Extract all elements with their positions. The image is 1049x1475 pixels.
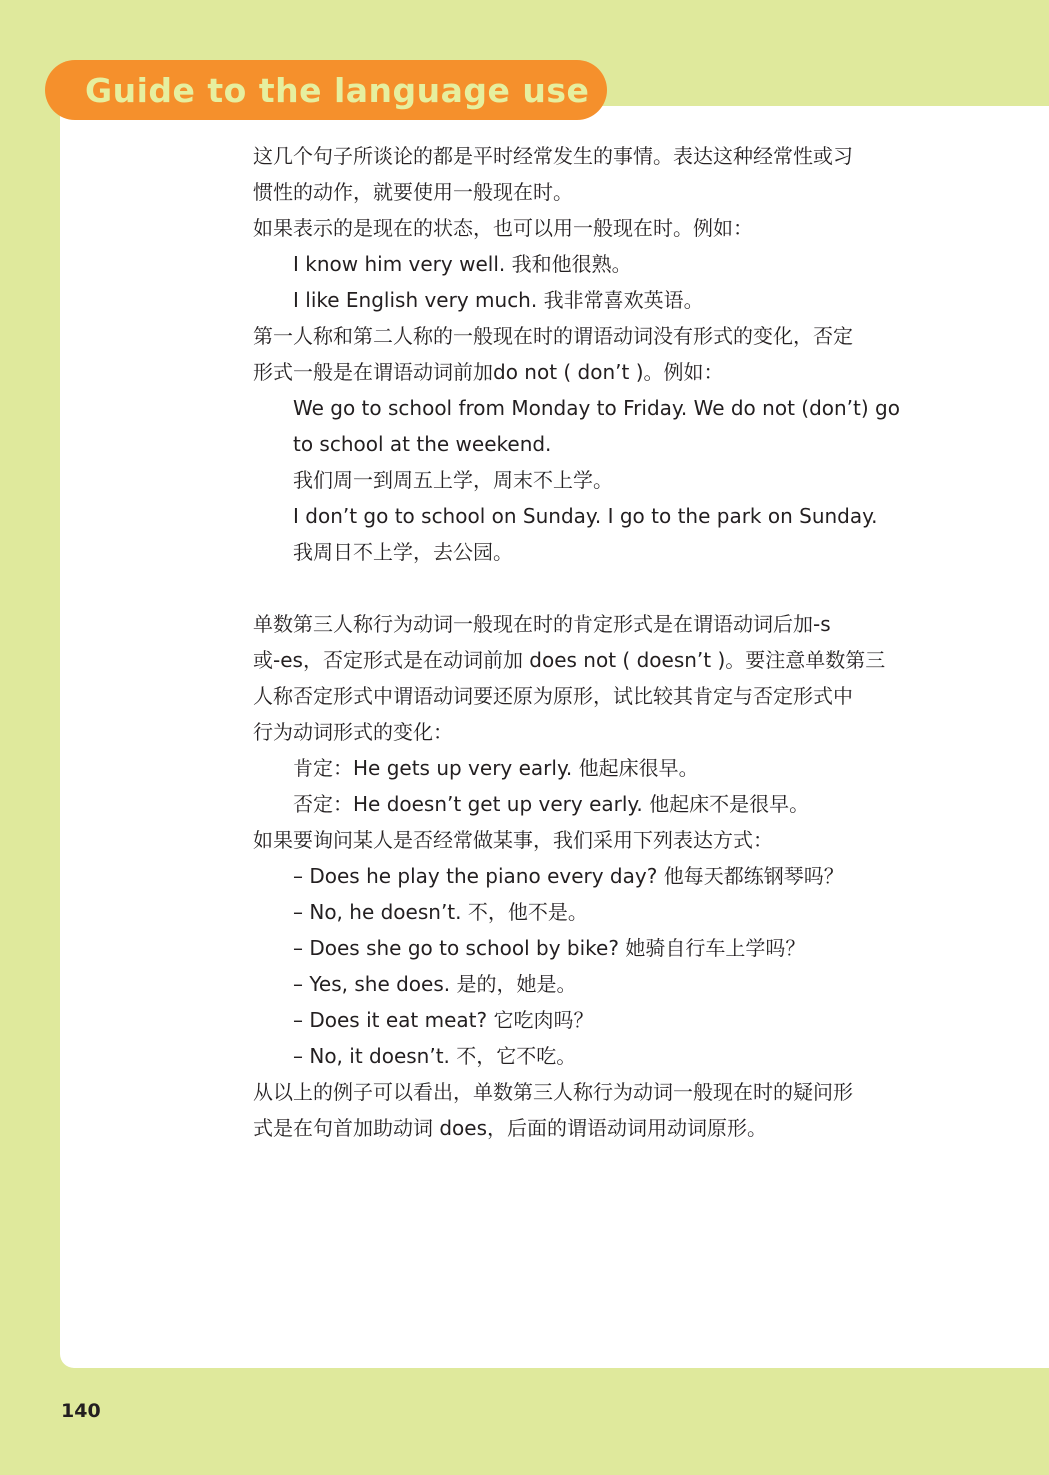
text-line: 如果表示的是现在的状态，也可以用一般现在时。例如： <box>253 216 753 240</box>
text-line: 惯性的动作，就要使用一般现在时。 <box>253 180 573 204</box>
example-line: 我们周一到周五上学，周末不上学。 <box>293 468 613 492</box>
text-line: 人称否定形式中谓语动词要还原为原形，试比较其肯定与否定形式中 <box>253 684 853 708</box>
text-line: 单数第三人称行为动词一般现在时的肯定形式是在谓语动词后加-s <box>253 612 831 636</box>
section-banner <box>45 60 607 120</box>
text-line: 从以上的例子可以看出，单数第三人称行为动词一般现在时的疑问形 <box>253 1080 853 1104</box>
text-line: 式是在句首加助动词 does，后面的谓语动词用动词原形。 <box>253 1116 768 1140</box>
text-line: 或-es，否定形式是在动词前加 does not ( doesn’t )。要注意单数第三 <box>253 648 886 672</box>
paragraph-gap <box>253 570 933 606</box>
text-line: 如果要询问某人是否经常做某事，我们采用下列表达方式： <box>253 828 773 852</box>
dialogue-line: – Does it eat meat? 它吃肉吗？ <box>293 1008 594 1032</box>
example-line: 否定：He doesn’t get up very early. 他起床不是很早。 <box>293 792 810 816</box>
dialogue-line: – No, it doesn’t. 不，它不吃。 <box>293 1044 577 1068</box>
example-line: I don’t go to school on Sunday. I go to the park on Sunday. <box>293 504 878 528</box>
text-line: 这几个句子所谈论的都是平时经常发生的事情。表达这种经常性或习 <box>253 144 853 168</box>
dialogue-line: – Does she go to school by bike? 她骑自行车上学吗？ <box>293 936 806 960</box>
example-line: I know him very well. 我和他很熟。 <box>293 252 632 276</box>
example-line: to school at the weekend. <box>293 432 552 456</box>
text-line: 行为动词形式的变化： <box>253 720 453 744</box>
dialogue-line: – No, he doesn’t. 不，他不是。 <box>293 900 588 924</box>
dialogue-line: – Yes, she does. 是的，她是。 <box>293 972 577 996</box>
example-line: 肯定：He gets up very early. 他起床很早。 <box>293 756 699 780</box>
body-text <box>253 138 933 1146</box>
example-line: I like English very much. 我非常喜欢英语。 <box>293 288 704 312</box>
text-line: 第一人称和第二人称的一般现在时的谓语动词没有形式的变化，否定 <box>253 324 853 348</box>
example-line: 我周日不上学，去公园。 <box>293 540 513 564</box>
page-number: 140 <box>61 1400 101 1422</box>
example-line: We go to school from Monday to Friday. We do not (don’t) go <box>293 396 900 420</box>
dialogue-line: – Does he play the piano every day? 他每天都练钢琴吗？ <box>293 864 844 888</box>
text-line: 形式一般是在谓语动词前加do not ( don’t )。例如： <box>253 360 724 384</box>
section-title: Guide to the language use <box>85 70 590 110</box>
